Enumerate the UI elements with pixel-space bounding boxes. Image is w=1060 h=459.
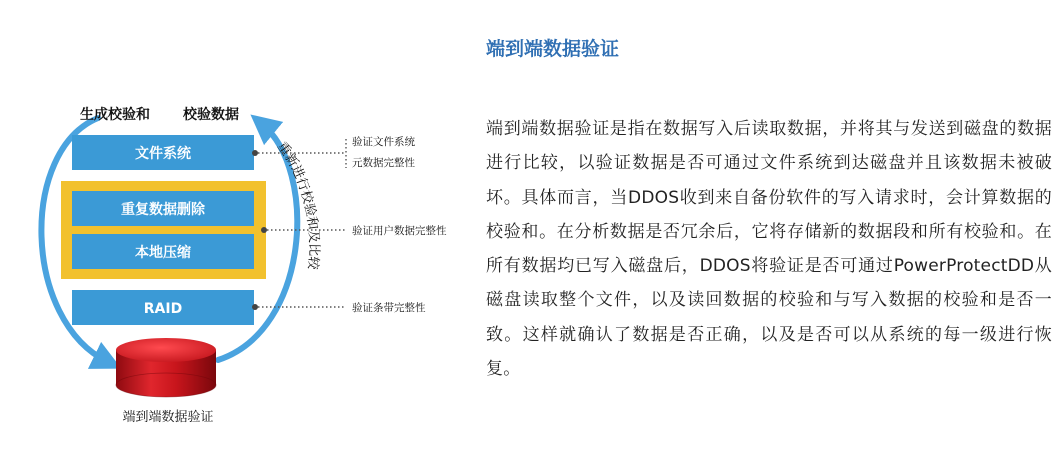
dedup-label: 重复数据删除	[121, 202, 205, 218]
article-title: 端到端数据验证	[486, 38, 620, 60]
annotation-user-data: 验证用户数据完整性	[352, 225, 447, 237]
article-panel	[486, 0, 1056, 459]
raid-label: RAID	[143, 301, 183, 317]
annotation-stripe: 验证条带完整性	[352, 302, 426, 314]
verify-data-label: 校验数据	[183, 107, 239, 123]
file-system-label: 文件系统	[135, 146, 191, 162]
compression-label: 本地压缩	[135, 245, 191, 261]
annotation-fs-metadata-line1: 验证文件系统	[352, 136, 415, 148]
disk-caption: 端到端数据验证	[122, 410, 214, 425]
data-verification-diagram	[0, 0, 470, 459]
article-body: 端到端数据验证是指在数据写入后读取数据，并将其与发送到磁盘的数据进行比较，以验证数据是否可通过文件系统到达磁盘并且该数据未被破坏。具体而言，当DDOS收到来自备份软件的写入请求时，会计算数据的校验和。在分析数据是否冗余后，它将存储新的数据段和所有校验和。在所有数据均已写入磁盘后，DDOS将验证是否可通过PowerProtectDD从磁盘读取整个文件，以及读回数据的校验和与写入数据的校验和是否一致。这样就确认了数据是否正确，以及是否可以从系统的每一级进行恢复。	[486, 119, 1052, 380]
recompute-checksum-text: 重新进行校验和及比较	[273, 139, 321, 271]
generate-checksum-label: 生成校验和	[80, 107, 150, 123]
disk-icon	[116, 338, 216, 397]
annotation-fs-metadata-line2: 元数据完整性	[352, 157, 415, 169]
